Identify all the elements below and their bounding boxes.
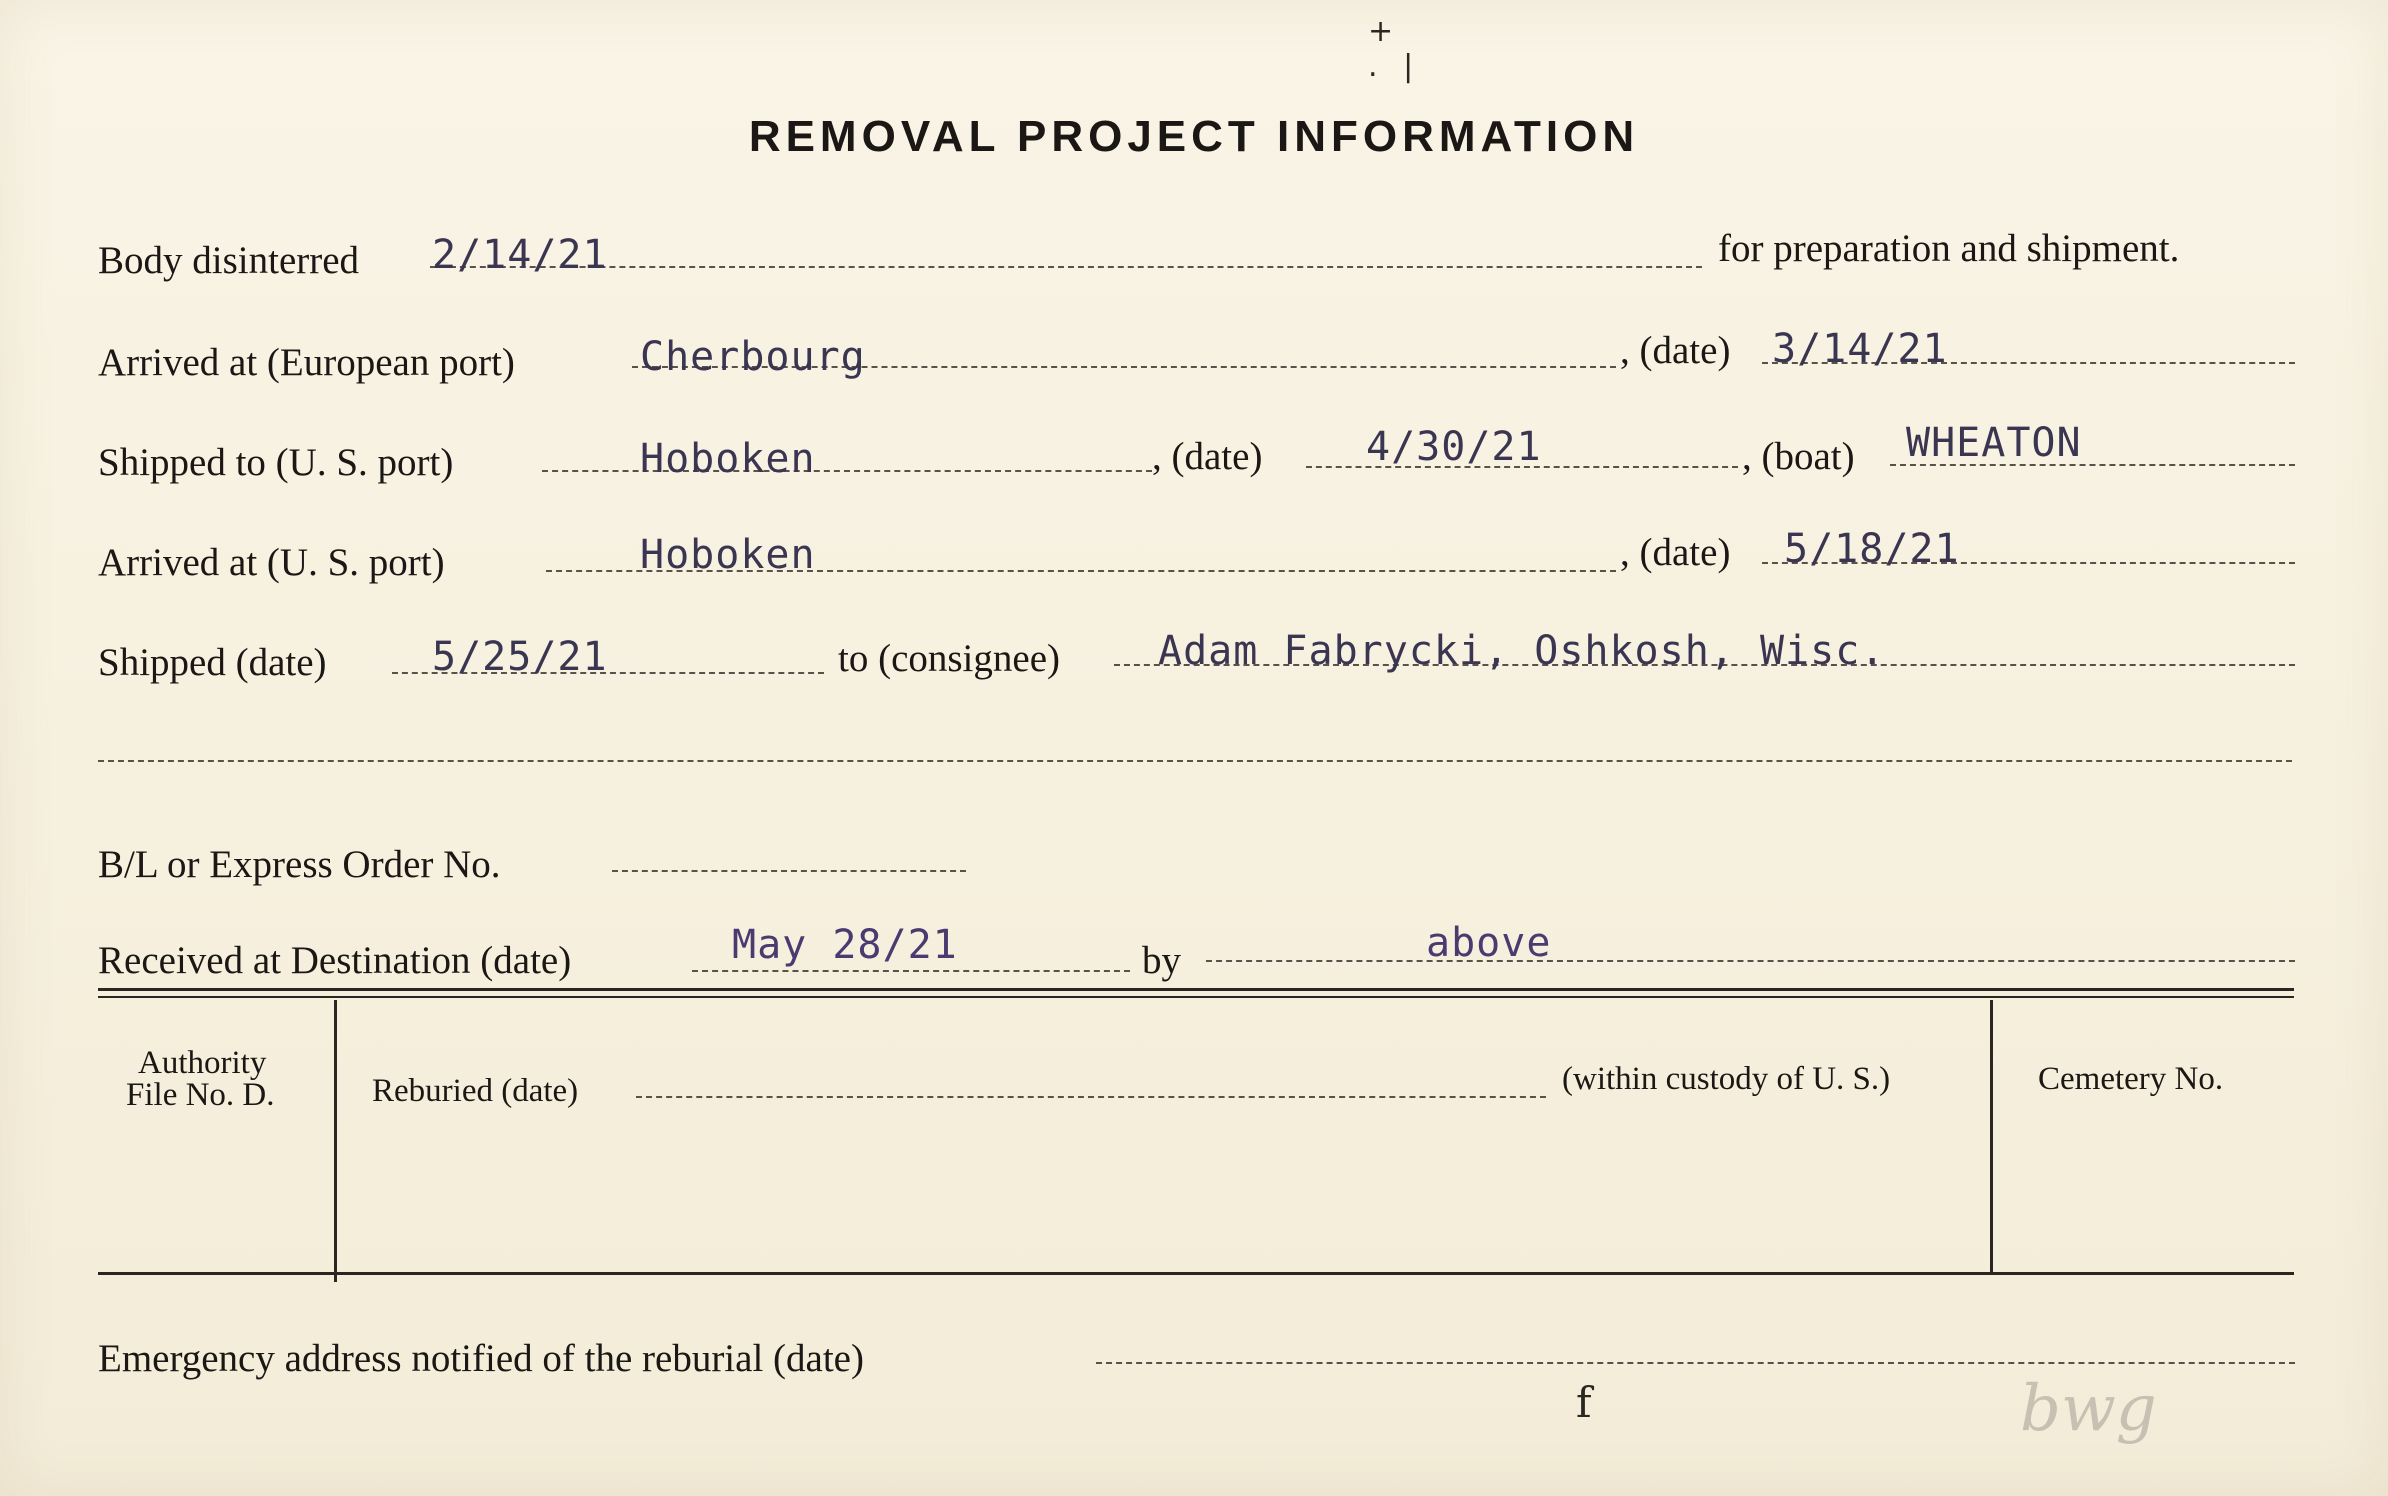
double-rule-bottom (98, 996, 2294, 998)
shipped-us-port-value: Hoboken (640, 436, 816, 482)
disinterred-line (430, 266, 1702, 268)
boat-value: WHEATON (1906, 420, 2082, 466)
emergency-line (1096, 1362, 2295, 1364)
blank-line (98, 760, 2292, 762)
arrived-us-date-value: 5/18/21 (1784, 526, 1960, 572)
shipped-us-date-value: 4/30/21 (1366, 424, 1542, 470)
arrived-us-port-value: Hoboken (640, 532, 816, 578)
custody-label: (within custody of U. S.) (1562, 1061, 1891, 1097)
european-date-label: , (date) (1620, 329, 1731, 372)
received-by-label: by (1142, 939, 1181, 982)
boat-label: , (boat) (1742, 435, 1855, 478)
arrived-us-port-label: Arrived at (U. S. port) (98, 541, 445, 584)
shipped-date-label: Shipped (date) (98, 641, 327, 684)
page-title: REMOVAL PROJECT INFORMATION (748, 112, 1640, 161)
box-bottom-rule (98, 1272, 2294, 1275)
authority-label-2: File No. D. (126, 1077, 275, 1113)
disinterred-label: Body disinterred (98, 239, 360, 282)
shipped-us-date-label: , (date) (1152, 435, 1263, 478)
european-port-value: Cherbourg (640, 334, 866, 380)
consignee-label: to (consignee) (838, 637, 1061, 680)
emergency-label: Emergency address notified of the reburial (date) (98, 1337, 864, 1380)
received-by-value: above (1426, 920, 1552, 966)
received-label: Received at Destination (date) (98, 939, 572, 982)
reburied-line (636, 1096, 1546, 1098)
consignee-value: Adam Fabrycki, Oshkosh, Wisc. (1158, 628, 1886, 674)
received-value: May 28/21 (732, 922, 958, 968)
bl-line (612, 870, 966, 872)
pencil-initials: bwg (2020, 1372, 2157, 1446)
cemetery-divider (1990, 1000, 1993, 1272)
disinterred-suffix: for preparation and shipment. (1718, 227, 2180, 270)
reburied-label: Reburied (date) (372, 1073, 579, 1109)
shipped-date-value: 5/25/21 (432, 634, 608, 680)
disinterred-value: 2/14/21 (432, 232, 608, 278)
shipped-us-port-line (542, 470, 1152, 472)
double-rule-top (98, 988, 2294, 991)
top-mark: + . | (1368, 14, 1422, 84)
received-line (692, 970, 1130, 972)
footer-letter: f (1576, 1378, 1592, 1427)
arrived-us-date-label: , (date) (1620, 531, 1731, 574)
cemetery-label: Cemetery No. (2038, 1061, 2224, 1097)
european-port-label: Arrived at (European port) (98, 341, 515, 384)
shipped-us-port-label: Shipped to (U. S. port) (98, 441, 454, 484)
bl-label: B/L or Express Order No. (98, 843, 501, 886)
received-by-line (1206, 960, 2295, 962)
authority-label-1: Authority (138, 1045, 267, 1081)
european-date-value: 3/14/21 (1772, 326, 1948, 372)
authority-divider (334, 1000, 337, 1282)
